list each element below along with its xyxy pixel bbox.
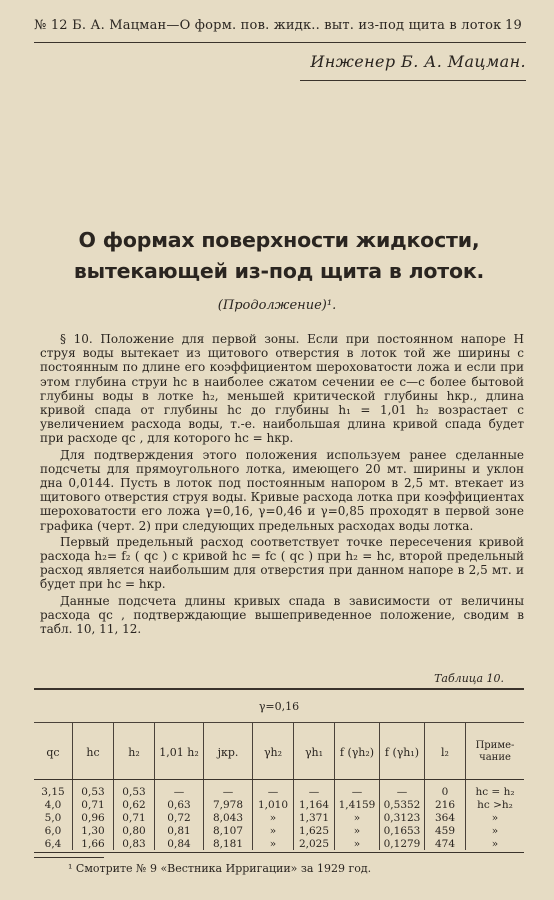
table-header-rule	[34, 779, 524, 780]
table-cell: »	[253, 837, 294, 850]
table-cell: —	[380, 781, 425, 798]
column-header: 1,01 h₂	[155, 723, 204, 782]
column-header: h₂	[114, 723, 155, 782]
table-cell: —	[335, 781, 380, 798]
table-row	[34, 798, 524, 811]
table-cell: 0,53	[73, 781, 114, 798]
table-cell: hс = h₂	[466, 781, 525, 798]
table-cell: 0,80	[114, 824, 155, 837]
table-row	[34, 781, 524, 798]
running-head	[34, 18, 522, 33]
table-cell: 474	[425, 837, 466, 850]
table-cell: 0,63	[155, 798, 204, 811]
data-table	[34, 690, 524, 850]
table-cell: —	[294, 781, 335, 798]
table-cell: hс >h₂	[466, 798, 525, 811]
table-cell: 0,1653	[380, 824, 425, 837]
table-cell: 8,043	[204, 811, 253, 824]
column-header: Приме- чание	[466, 723, 525, 782]
table-cell: 0	[425, 781, 466, 798]
table-cell: 0,3123	[380, 811, 425, 824]
table-cell: »	[253, 824, 294, 837]
article-title: О формах поверхности жидкости, вытекающей из-под щита в лоток.	[73, 228, 485, 283]
paragraph: Первый предельный расход соответствует точке пересечения кривой расхода h₂= f₂ ( qс ) с кривой hс = fс ( qс ) при h₂ = hс, второй предельный расход является наибольшим для отверстия при данном напоре в 2,5 мт. и будет при hс = hкр.	[40, 534, 524, 592]
author-rule	[300, 80, 526, 81]
body-text	[40, 332, 524, 636]
continuation-note: (Продолжение)¹.	[217, 298, 337, 313]
table-cell: 0,72	[155, 811, 204, 824]
table-cell: 364	[425, 811, 466, 824]
table-cell: 1,66	[73, 837, 114, 850]
table-cell: —	[253, 781, 294, 798]
column-header: γh₂	[253, 723, 294, 782]
table-cell: 0,62	[114, 798, 155, 811]
table-cell: 0,84	[155, 837, 204, 850]
table-cell: 0,71	[73, 798, 114, 811]
table-cell: »	[466, 811, 525, 824]
footnote-rule	[34, 857, 104, 858]
footnote: ¹ Смотрите № 9 «Вестника Ирригации» за 1929 год.	[68, 862, 372, 875]
table-cell: 2,025	[294, 837, 335, 850]
column-header: jкр.	[204, 723, 253, 782]
table-cell: 0,81	[155, 824, 204, 837]
table-cell: 6,0	[44, 825, 62, 837]
table-row	[34, 811, 524, 824]
table-cell: 1,010	[253, 798, 294, 811]
table-cell: »	[335, 837, 380, 850]
column-header: f (γh₂)	[335, 723, 380, 782]
column-header: hс	[73, 723, 114, 782]
table-cell: 5,0	[44, 812, 62, 824]
column-header: l₂	[425, 723, 466, 782]
table-cell: 1,4159	[335, 798, 380, 811]
table-cell: 1,625	[294, 824, 335, 837]
table-cell: —	[155, 781, 204, 798]
table-row	[34, 824, 524, 837]
table-cell: »	[253, 811, 294, 824]
table-cell: 0,96	[73, 811, 114, 824]
running-head-text: № 12 Б. А. Мацман—О форм. пов. жидк.. выт. из-под щита в лоток	[34, 18, 502, 33]
table-cell: 0,71	[114, 811, 155, 824]
table-cell: 1,164	[294, 798, 335, 811]
table-cell: 1,371	[294, 811, 335, 824]
table-cell: 8,107	[204, 824, 253, 837]
table-cell: 0,83	[114, 837, 155, 850]
table-cell: 459	[425, 824, 466, 837]
table-cell: 0,53	[114, 781, 155, 798]
table-cell: 7,978	[204, 798, 253, 811]
table-bottom-rule	[34, 852, 524, 853]
table-cell: 3,15	[41, 786, 65, 798]
author-line: Инженер Б. А. Мацман.	[310, 52, 526, 71]
header-rule	[34, 42, 526, 43]
table-cell: 0,5352	[380, 798, 425, 811]
table-row	[34, 837, 524, 850]
gamma-header: γ=0,16	[258, 699, 300, 713]
table-cell: 216	[425, 798, 466, 811]
column-header: γh₁	[294, 723, 335, 782]
table-cell: »	[466, 837, 525, 850]
table-cell: —	[204, 781, 253, 798]
page-number: 19	[505, 18, 522, 33]
table-cell: 6,4	[44, 838, 62, 850]
table-cell: »	[335, 811, 380, 824]
paragraph: Для подтверждения этого положения используем ранее сделанные подсчеты для прямоугольного лотка, имеющего 20 мт. ширины и уклон дна 0,0144. Пусть в лоток под постоянным напором в 2,5 мт. втекает из щитового отверстия струя воды. Кривые расхода лотка при коэффициентах шероховатости его ложа γ=0,16, γ=0,46 и γ=0,85 проходят в первой зоне графика (черт. 2) при следующих предельных расходах воды лотка.	[40, 447, 524, 533]
column-header: qс	[34, 723, 73, 782]
paragraph: Данные подсчета длины кривых спада в зависимости от величины расхода qс , подтверждающие вышеприведенное положение, сводим в табл. 10, 11, 12.	[40, 593, 524, 637]
table-cell: 8,181	[204, 837, 253, 850]
table-cell: 0,1279	[380, 837, 425, 850]
column-header: f (γh₁)	[380, 723, 425, 782]
table-cell: 4,0	[44, 799, 62, 811]
table-caption: Таблица 10.	[434, 672, 504, 685]
paragraph: § 10. Положение для первой зоны. Если при постоянном напоре H струя воды вытекает из щитового отверстия в лоток той же ширины с постоянным по длине его коэффициентом шероховатости ложа и если при этом глубина струи hс в наиболее сжатом сечении ее с—с более бытовой глубины воды в лотке h₂, меньшей критической глубины hкр., длина кривой спада от глубины hс до глубины h₁ = 1,01 h₂ возрастает с увеличением расхода воды, т.-е. наибольшая длина кривой спада будет при расходе qс , для которого hс = hкр.	[40, 332, 524, 446]
table-cell: »	[466, 824, 525, 837]
table-cell: 1,30	[73, 824, 114, 837]
table-cell: »	[335, 824, 380, 837]
